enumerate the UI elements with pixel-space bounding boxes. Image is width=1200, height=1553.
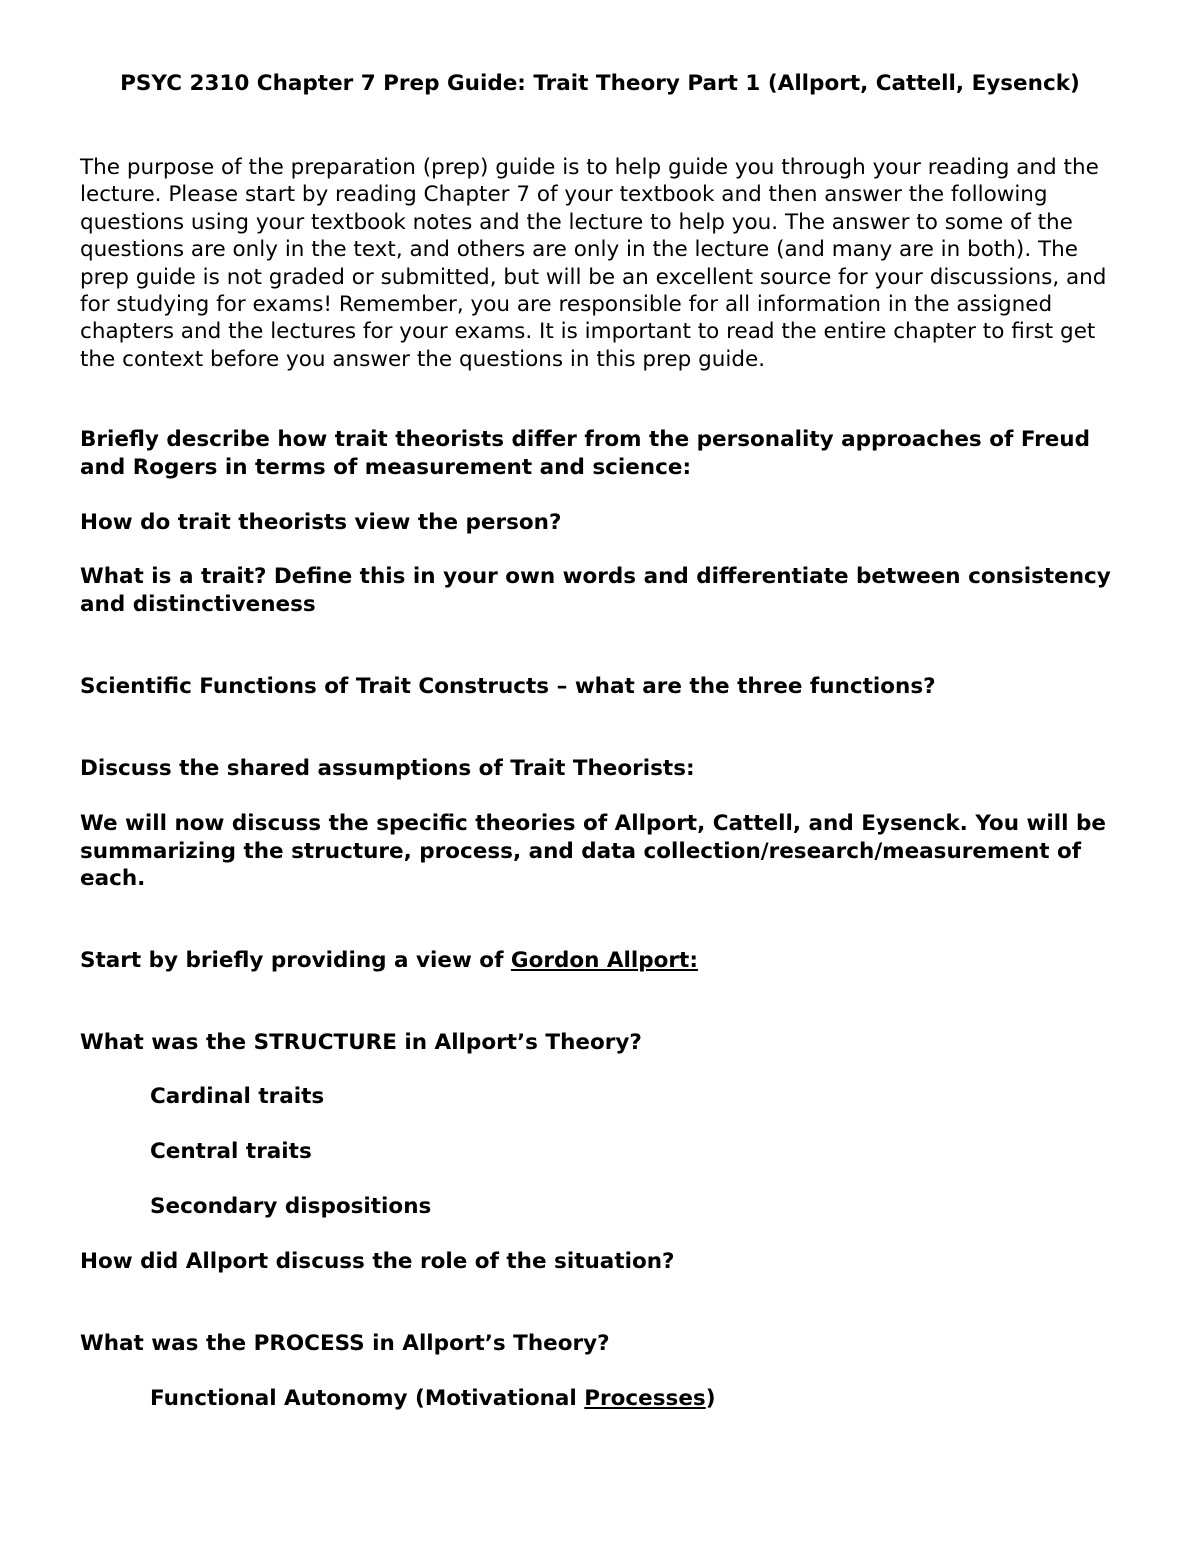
start-prefix: Start by briefly providing a view of <box>80 948 511 973</box>
functional-prefix: Functional Autonomy (Motivational <box>150 1386 585 1411</box>
question-differ: Briefly describe how trait theorists differ from the personality approaches of Freud and Rogers in terms of measurement and science: <box>80 427 1091 480</box>
question-process: What was the PROCESS in Allport’s Theory? <box>80 1331 610 1356</box>
intro-paragraph: The purpose of the preparation (prep) guide is to help guide you through your reading and the lecture. Please start by reading Chapter 7 of your textbook and then answer the following questions using your textbook notes and the lecture to help you. The answer to some of the questions are only in the text, and others are only in the lecture (and many are in both). The prep guide is not graded or submitted, but will be an excellent source for your discussions, and for studying for exams! Remember, you are responsible for all information in the assigned chapters and the lectures for your exams. It is important to read the entire chapter to first get the context before you answer the questions in this prep guide. <box>80 155 1107 372</box>
sub-secondary-dispositions: Secondary dispositions <box>150 1194 432 1219</box>
question-assumptions: Discuss the shared assumptions of Trait Theorists: <box>80 756 695 781</box>
document-title: PSYC 2310 Chapter 7 Prep Guide: Trait Theory Part 1 (Allport, Cattell, Eysenck) <box>120 71 1080 96</box>
document-page <box>80 70 1120 1411</box>
question-functions: Scientific Functions of Trait Constructs – what are the three functions? <box>80 674 936 699</box>
question-now-discuss: We will now discuss the specific theories of Allport, Cattell, and Eysenck. You will be summarizing the structure, process, and data collection/research/measurement of each. <box>80 811 1106 892</box>
question-structure: What was the STRUCTURE in Allport’s Theory? <box>80 1030 642 1055</box>
sub-central-traits: Central traits <box>150 1139 312 1164</box>
question-view-person: How do trait theorists view the person? <box>80 510 562 535</box>
question-start-allport <box>80 947 1125 975</box>
sub-functional-autonomy <box>150 1385 1195 1413</box>
processes-underlined: Processes <box>584 1386 706 1411</box>
question-trait: What is a trait? Define this in your own words and differentiate between consistency and distinctiveness <box>80 564 1111 617</box>
gordon-allport-name: Gordon Allport: <box>510 948 698 973</box>
question-situation: How did Allport discuss the role of the situation? <box>80 1249 675 1274</box>
functional-suffix: ) <box>705 1386 716 1411</box>
sub-cardinal-traits: Cardinal traits <box>150 1084 325 1109</box>
